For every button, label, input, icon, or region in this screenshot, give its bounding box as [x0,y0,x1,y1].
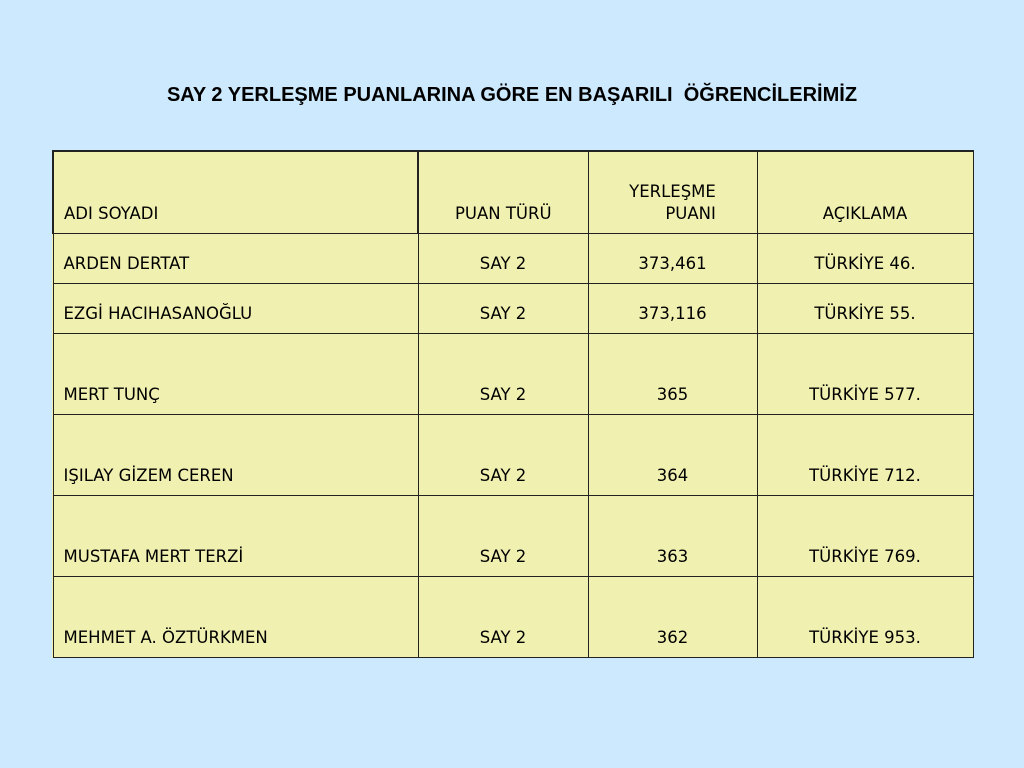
header-score [588,151,757,233]
header-score-line2: PUANI [665,203,716,223]
cell-score: 363 [588,495,757,576]
cell-name: IŞILAY GİZEM CEREN [53,414,418,495]
cell-type: SAY 2 [418,414,588,495]
cell-score: 373,116 [588,283,757,333]
cell-note: TÜRKİYE 953. [757,576,973,657]
header-note: AÇIKLAMA [757,151,973,233]
cell-score: 364 [588,414,757,495]
table-header-row [53,151,973,233]
table-row [53,233,973,283]
header-type: PUAN TÜRÜ [418,151,588,233]
cell-type: SAY 2 [418,283,588,333]
cell-score: 362 [588,576,757,657]
cell-name: MEHMET A. ÖZTÜRKMEN [53,576,418,657]
table-row [53,495,973,576]
cell-note: TÜRKİYE 55. [757,283,973,333]
cell-name: EZGİ HACIHASANOĞLU [53,283,418,333]
cell-score: 373,461 [588,233,757,283]
table-row [53,576,973,657]
table-row [53,414,973,495]
cell-name: MUSTAFA MERT TERZİ [53,495,418,576]
table-row [53,333,973,414]
header-score-line1: YERLEŞME [629,181,716,201]
table-row [53,283,973,333]
cell-note: TÜRKİYE 712. [757,414,973,495]
cell-name: MERT TUNÇ [53,333,418,414]
slide-title: SAY 2 YERLEŞME PUANLARINA GÖRE EN BAŞARILI ÖĞRENCİLERİMİZ [166,84,858,106]
cell-name: ARDEN DERTAT [53,233,418,283]
cell-score: 365 [588,333,757,414]
cell-note: TÜRKİYE 46. [757,233,973,283]
cell-type: SAY 2 [418,576,588,657]
cell-type: SAY 2 [418,233,588,283]
cell-note: TÜRKİYE 577. [757,333,973,414]
cell-type: SAY 2 [418,333,588,414]
cell-note: TÜRKİYE 769. [757,495,973,576]
header-name: ADI SOYADI [53,151,418,233]
ranking-table [52,150,974,658]
cell-type: SAY 2 [418,495,588,576]
